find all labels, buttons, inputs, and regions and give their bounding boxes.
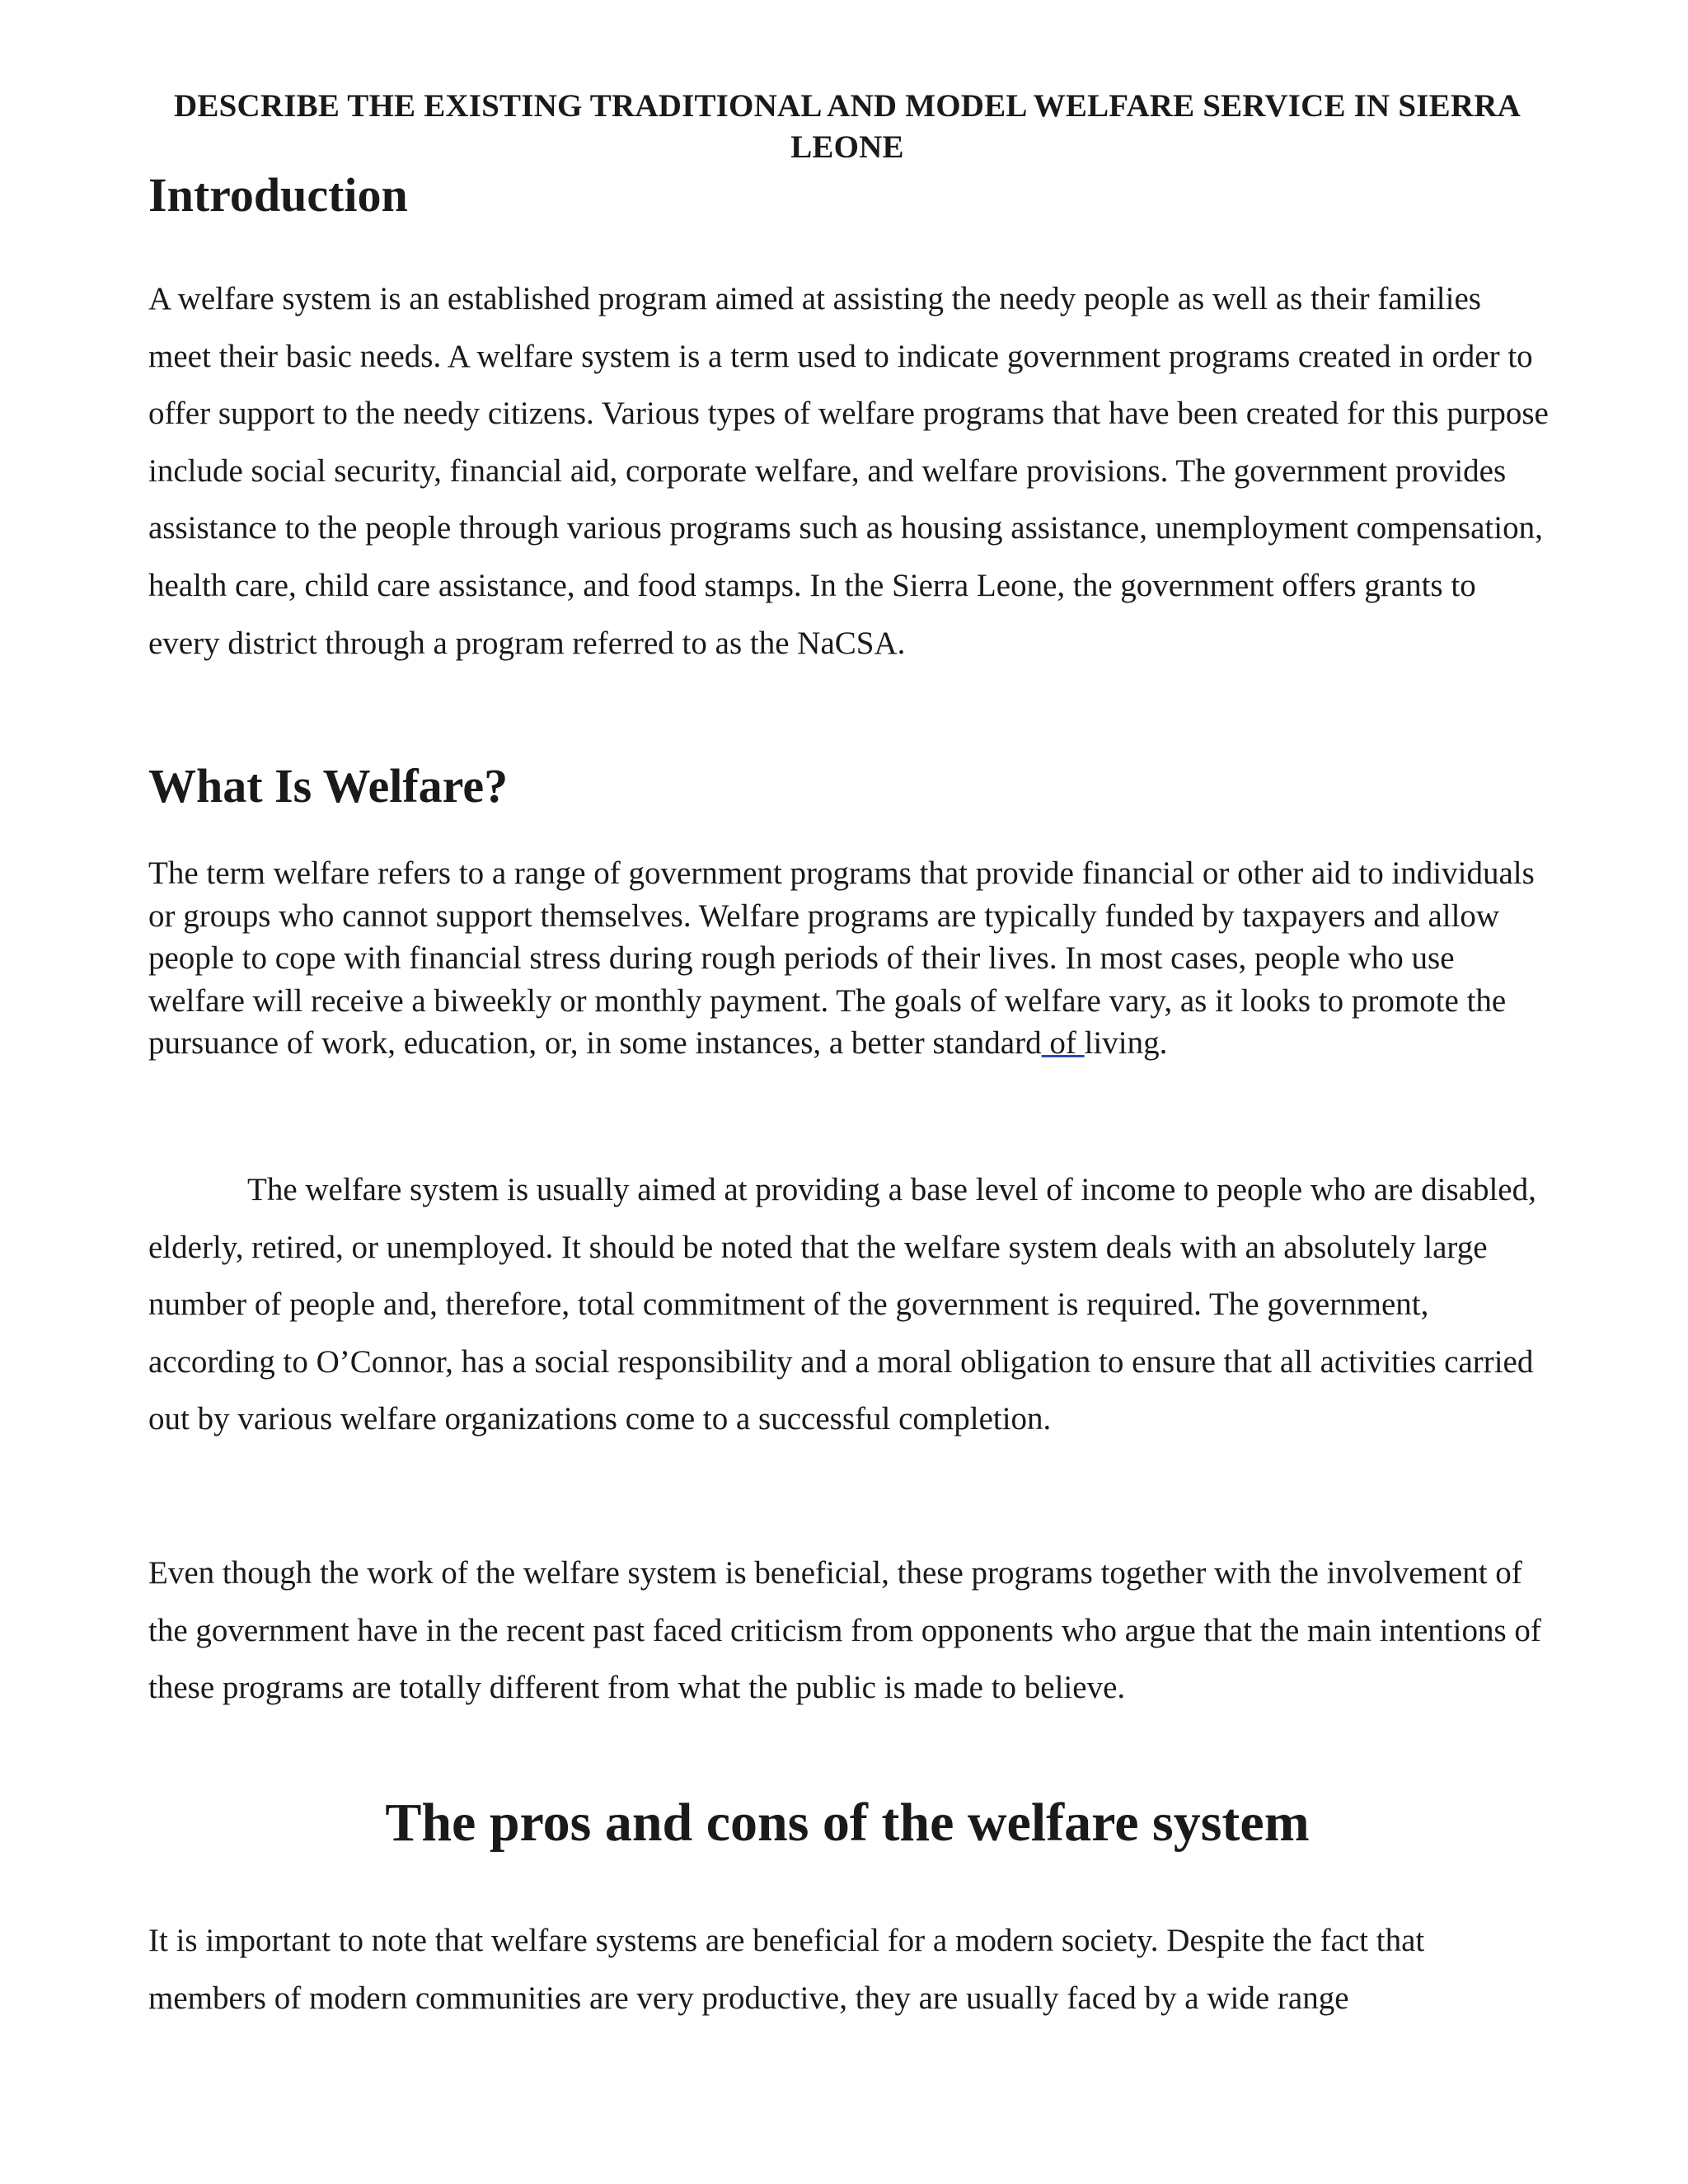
heading-introduction: Introduction [148,168,408,222]
what-is-welfare-paragraph [148,852,1550,1065]
what-is-welfare-text-end: living. [1084,1025,1168,1062]
heading-what-is-welfare: What Is Welfare? [148,759,509,813]
heading-pros-and-cons: The pros and cons of the welfare system [385,1793,1310,1853]
document-title: DESCRIBE THE EXISTING TRADITIONAL AND MODEL WELFARE SERVICE IN SIERRA LEONE [174,88,1521,165]
inline-link-of[interactable]: of [1041,1025,1085,1062]
welfare-base-income-paragraph: The welfare system is usually aimed at providing a base level of income to people who are disabled, elderly, retired, or unemployed. It should be noted that the welfare system deals with an absolutely large number of people and, therefore, total commitment of the government is required. The government, according to O’Connor, has a social responsibility and a moral obligation to ensure that all activities carried out by various welfare organizations come to a successful completion. [148,1172,1536,1437]
pros-and-cons-paragraph: It is important to note that welfare systems are beneficial for a modern society. Despite the fact that members of modern communities are very productive, they are usually faced by a wide range [148,1923,1425,2016]
what-is-welfare-text: The term welfare refers to a range of government programs that provide financial or other aid to individuals or groups who cannot support themselves. Welfare programs are typically funded by taxpayers and allow people to cope with financial stress during rough periods of their lives. In most cases, people who use welfare will receive a biweekly or monthly payment. The goals of welfare vary, as it looks to promote the pursuance of work, education, or, in some instances, a better standard [148,855,1535,1062]
introduction-paragraph: A welfare system is an established program aimed at assisting the needy people as well as their families meet their basic needs. A welfare system is a term used to indicate government programs created in order to offer support to the needy citizens. Various types of welfare programs that have been created for this purpose include social security, financial aid, corporate welfare, and welfare provisions. The government provides assistance to the people through various programs such as housing assistance, unemployment compensation, health care, child care assistance, and food stamps. In the Sierra Leone, the government offers grants to every district through a program referred to as the NaCSA. [148,281,1549,661]
welfare-criticism-paragraph: Even though the work of the welfare system is beneficial, these programs together with the involvement of the government have in the recent past faced criticism from opponents who argue that the main intentions of these programs are totally different from what the public is made to believe. [148,1555,1541,1706]
